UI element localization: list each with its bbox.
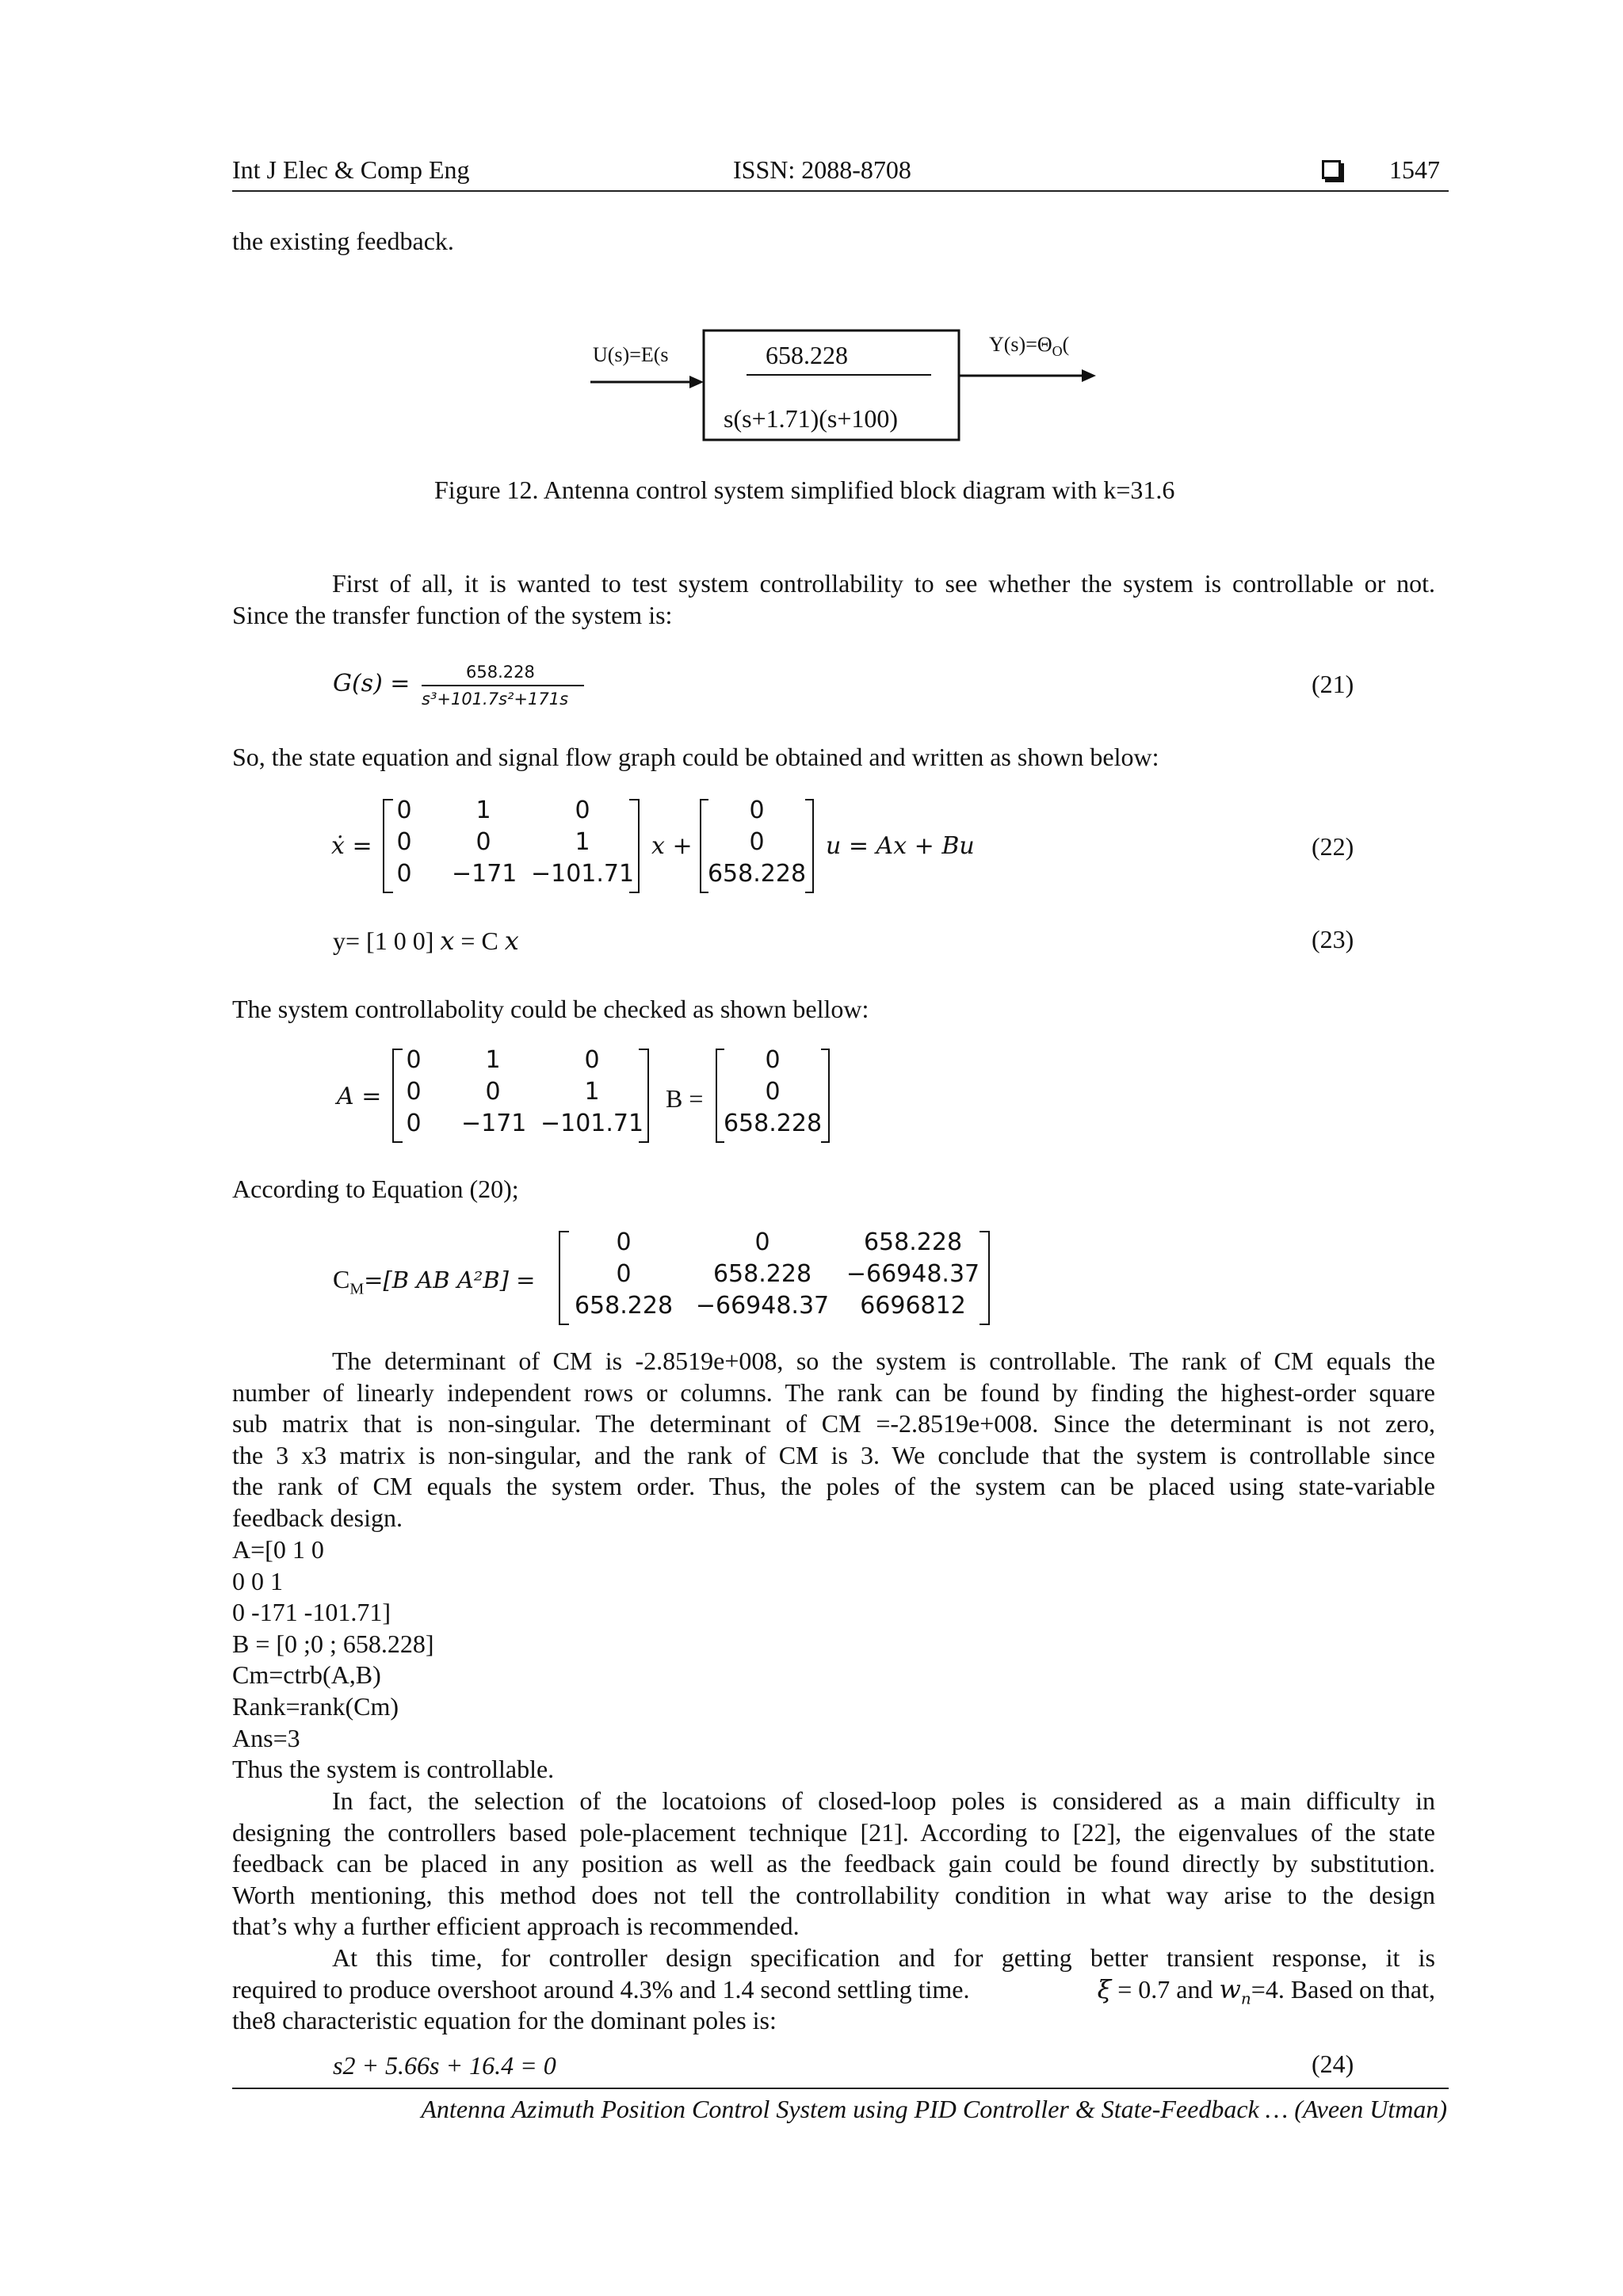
block-denominator: s(s+1.71)(s+100) [724,404,899,433]
eq22-number: (22) [1312,832,1354,861]
code-line: 0 -171 -101.71] [232,1598,391,1627]
matrix-cell: 1 [485,1046,501,1074]
matrix-cell: 658.228 [707,860,807,888]
input-label: U(s)=E(s [593,343,669,366]
code-line: 0 0 1 [232,1566,283,1595]
matrix-cell: 658.228 [723,1110,823,1137]
matrix-cell: 0 [396,797,412,824]
code-line: Thus the system is controllable. [232,1755,555,1784]
text-line: The determinant of CM is -2.8519e+008, so the system is controllable. The rank of CM equals the [332,1347,1435,1375]
matrix-cell: 0 [616,1260,632,1288]
eq22-matrix-a [380,797,642,896]
matrix-cell: 0 [616,1228,632,1256]
controllability-matrix [556,1228,992,1328]
header-rule [232,190,1449,192]
matrix-cell: −171 [452,860,517,888]
figure-caption: Figure 12. Antenna control system simplified block diagram with k=31.6 [434,476,1175,504]
matrix-cell: 0 [749,828,765,856]
running-header-issn: ISSN: 2088-8708 [733,155,911,184]
matrix-cell: 0 [396,860,412,888]
matrix-cell: −101.71 [540,1110,644,1137]
eq21-denominator: s³+101.7s²+171s [422,690,569,709]
b-lhs: B = [666,1084,704,1113]
text-line: the rank of CM equals the system order. Thus, the poles of the system can be placed using state-variable [232,1472,1435,1501]
text-line: designing the controllers based pole-placement technique [21]. According to [22], the eigenvalues of the state [232,1817,1435,1847]
matrix-cell: 0 [765,1078,781,1106]
block-numerator: 658.228 [766,341,848,369]
eq22-mid: x + [651,832,693,860]
paragraph-state-equation: So, the state equation and signal flow graph could be obtained and written as shown below: [232,743,1159,771]
matrix-b [713,1046,832,1145]
text-line: feedback design. [232,1503,403,1532]
footer-rule [232,2088,1449,2089]
output-label: $Y(s)=\Theta_O$( [989,333,1070,360]
eq23: y= [1 0 0] x = C x [333,926,519,956]
output-arrow-head [1082,369,1096,382]
a-lhs: A = [337,1083,382,1110]
code-line: Rank=rank(Cm) [232,1691,399,1721]
paragraph-according: According to Equation (20); [232,1175,519,1203]
eq21-numerator: 658.228 [466,663,535,682]
matrix-cell: 0 [406,1110,422,1137]
running-header-page-number: 1547 [1389,155,1440,184]
text-line: At this time, for controller design specification and for getting better transient response, it is [332,1943,1435,1972]
code-line: B = [0 ;0 ; 658.228] [232,1629,434,1658]
matrix-cell: 0 [749,797,765,824]
paragraph-design-spec [232,1943,1435,2037]
text-line: Since the transfer function of the system is: [232,600,673,629]
matrix-cell: −101.71 [531,860,635,888]
eq21-lhs: G(s) = [333,670,411,697]
paragraph-check: The system controllabolity could be checked as shown bellow: [232,995,869,1023]
paragraph-controllability-intro [232,568,1435,631]
matrix-a [390,1046,651,1145]
paragraph-pole-placement [232,1786,1435,1943]
text-line: In fact, the selection of the locatoions of closed-loop poles is considered as a main difficulty in [332,1786,1435,1815]
matrix-cell: 1 [584,1078,600,1106]
matrix-cell: 0 [475,828,491,856]
checkbox-square-icon [1322,160,1341,179]
matrix-cell: 0 [754,1228,770,1256]
matrix-cell: 0 [406,1046,422,1074]
paragraph-determinant [232,1346,1435,1534]
input-arrow-head [689,376,704,388]
code-line: A=[0 1 0 [232,1535,324,1564]
matrix-cell: 0 [584,1046,600,1074]
matrix-cell: −66948.37 [846,1260,980,1288]
eq22-matrix-b [697,797,816,896]
running-header-journal: Int J Elec & Comp Eng [232,155,470,184]
matrix-cell: 6696812 [860,1292,966,1320]
code-line: Cm=ctrb(A,B) [232,1660,381,1690]
code-listing [232,1534,554,1786]
matrix-cell: 0 [485,1078,501,1106]
matrix-cell: 1 [475,797,491,824]
text-line: number of linearly independent rows or columns. The rank can be found by finding the highest-order square [232,1377,1435,1407]
eq24: s2 + 5.66s + 16.4 = 0 [333,2051,556,2080]
matrix-cell: 658.228 [712,1260,812,1288]
eq24-number: (24) [1312,2050,1354,2078]
eq22-lhs: ẋ = [331,832,372,860]
eq21-number: (21) [1312,670,1354,698]
cm-lhs: $C_M=[B$ AB A²B] = [333,1265,536,1298]
text-line: the8 characteristic equation for the dominant poles is: [232,2006,777,2035]
matrix-cell: 658.228 [574,1292,674,1320]
text-line: Worth mentioning, this method does not tell the controllability condition in what way arise to the design [232,1880,1435,1909]
matrix-cell: 0 [406,1078,422,1106]
running-footer: Antenna Azimuth Position Control System using PID Controller & State-Feedback … (Aveen Utman) [421,2095,1447,2123]
text-line: First of all, it is wanted to test system controllability to see whether the system is controllable or not. [332,569,1435,598]
matrix-cell: 0 [765,1046,781,1074]
matrix-cell: −171 [461,1110,527,1137]
text-line: required to produce overshoot around 4.3% and 1.4 second settling time. ξ = 0.7 and $w_n=4$. Based on that, [232,1973,1435,2008]
code-line: Ans=3 [232,1723,300,1752]
text-line: that’s why a further efficient approach is recommended. [232,1912,800,1941]
eq23-number: (23) [1312,925,1354,953]
text-line: sub matrix that is non-singular. The determinant of CM =-2.8519e+008. Since the determinant is not zero, [232,1409,1435,1438]
matrix-cell: 1 [575,828,590,856]
matrix-cell: 658.228 [863,1228,963,1256]
text-line: the 3 x3 matrix is non-singular, and the rank of CM is 3. We conclude that the system is controllable since [232,1440,1435,1469]
matrix-cell: 0 [396,828,412,856]
matrix-cell: −66948.37 [695,1292,830,1320]
text-line: feedback can be placed in any position as well as the feedback gain could be found directly by substitution. [232,1849,1435,1878]
eq21-fraction-bar [422,685,584,686]
intro-line: the existing feedback. [232,227,454,255]
eq22-rhs: u = Ax + Bu [826,832,975,860]
matrix-cell: 0 [575,797,590,824]
